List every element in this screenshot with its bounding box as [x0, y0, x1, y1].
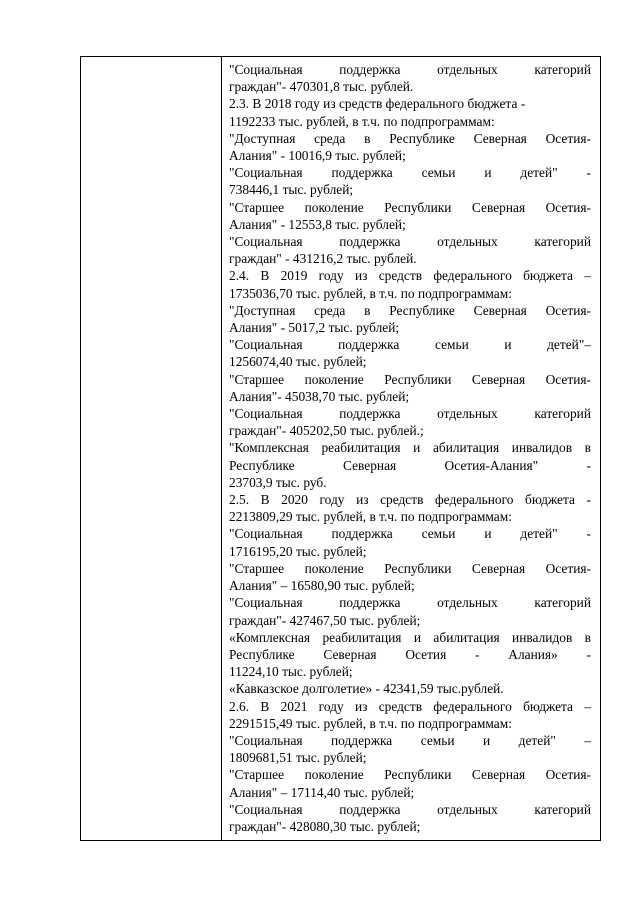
- text-line: "Старшее поколение Республики Северная Осетия-: [229, 199, 591, 215]
- text-line: "Социальная поддержка отдельных категорий: [229, 406, 591, 422]
- text-line: 1192233 тыс. рублей, в т.ч. по подпрограммам:: [229, 113, 495, 129]
- text-line: 1809681,51 тыс. рублей;: [229, 750, 367, 766]
- text-line: «Комплексная реабилитация и абилитация инвалидов в: [229, 629, 591, 645]
- text-line: 2.4. В 2019 году из средств федерального бюджета –: [229, 268, 591, 284]
- text-line: 1735036,70 тыс. рублей, в т.ч. по подпрограммам:: [229, 285, 512, 301]
- text-line: "Комплексная реабилитация и абилитация инвалидов в: [229, 440, 591, 456]
- text-line: 2.3. В 2018 году из средств федерального бюджета -: [229, 96, 526, 112]
- text-line: граждан"- 470301,8 тыс. рублей.: [229, 79, 414, 95]
- text-line: 2213809,29 тыс. рублей, в т.ч. по подпрограммам:: [229, 509, 512, 525]
- text-line: "Социальная поддержка отдельных категорий: [229, 62, 591, 77]
- document-table: [80, 56, 601, 841]
- text-line: граждан"- 428080,30 тыс. рублей;: [229, 818, 421, 834]
- text-line: "Социальная поддержка отдельных категорий: [229, 234, 591, 250]
- text-line: Алания" - 10016,9 тыс. рублей;: [229, 148, 406, 164]
- text-line: 2291515,49 тыс. рублей, в т.ч. по подпрограммам:: [229, 715, 512, 731]
- text-line: граждан" - 431216,2 тыс. рублей.: [229, 251, 417, 267]
- text-line: граждан"- 405202,50 тыс. рублей.;: [229, 423, 424, 439]
- text-line: "Старшее поколение Республики Северная Осетия-: [229, 560, 591, 576]
- text-line: Алания"- 45038,70 тыс. рублей;: [229, 388, 410, 404]
- text-line: "Социальная поддержка семьи и детей" -: [229, 165, 591, 181]
- text-line: граждан"- 427467,50 тыс. рублей;: [229, 612, 421, 628]
- text-line: 1256074,40 тыс. рублей;: [229, 354, 367, 370]
- text-line: 11224,10 тыс. рублей;: [229, 664, 353, 680]
- text-line: "Старшее поколение Республики Северная Осетия-: [229, 767, 591, 783]
- text-line: "Доступная среда в Республике Северная Осетия-: [229, 302, 591, 318]
- right-column-cell: [229, 61, 591, 835]
- text-line: 23703,9 тыс. руб.: [229, 474, 327, 490]
- text-line: 2.6. В 2021 году из средств федерального бюджета –: [229, 698, 591, 714]
- column-divider: [221, 57, 222, 840]
- text-line: "Социальная поддержка семьи и детей" -: [229, 526, 591, 542]
- text-line: "Социальная поддержка семьи и детей" –: [229, 732, 591, 748]
- text-line: Республике Северная Осетия-Алания" -: [229, 457, 591, 473]
- text-line: "Социальная поддержка отдельных категорий: [229, 595, 591, 611]
- left-column-cell: [81, 57, 221, 840]
- text-line: «Кавказское долголетие» - 42341,59 тыс.рублей.: [229, 681, 504, 697]
- text-line: Алания" – 16580,90 тыс. рублей;: [229, 578, 415, 594]
- text-line: Алания" - 12553,8 тыс. рублей;: [229, 216, 406, 232]
- text-line: Алания" – 17114,40 тыс. рублей;: [229, 784, 415, 800]
- text-line: 1716195,20 тыс. рублей;: [229, 543, 367, 559]
- text-line: "Старшее поколение Республики Северная Осетия-: [229, 371, 591, 387]
- text-line: 2.5. В 2020 году из средств федерального бюджета -: [229, 492, 591, 508]
- text-line: Алания" - 5017,2 тыс. рублей;: [229, 320, 400, 336]
- text-line: "Доступная среда в Республике Северная Осетия-: [229, 130, 591, 146]
- text-line: "Социальная поддержка отдельных категорий: [229, 801, 591, 817]
- text-line: 738446,1 тыс. рублей;: [229, 182, 354, 198]
- text-line: Республике Северная Осетия - Алания» -: [229, 646, 591, 662]
- text-line: "Социальная поддержка семьи и детей"–: [229, 337, 591, 353]
